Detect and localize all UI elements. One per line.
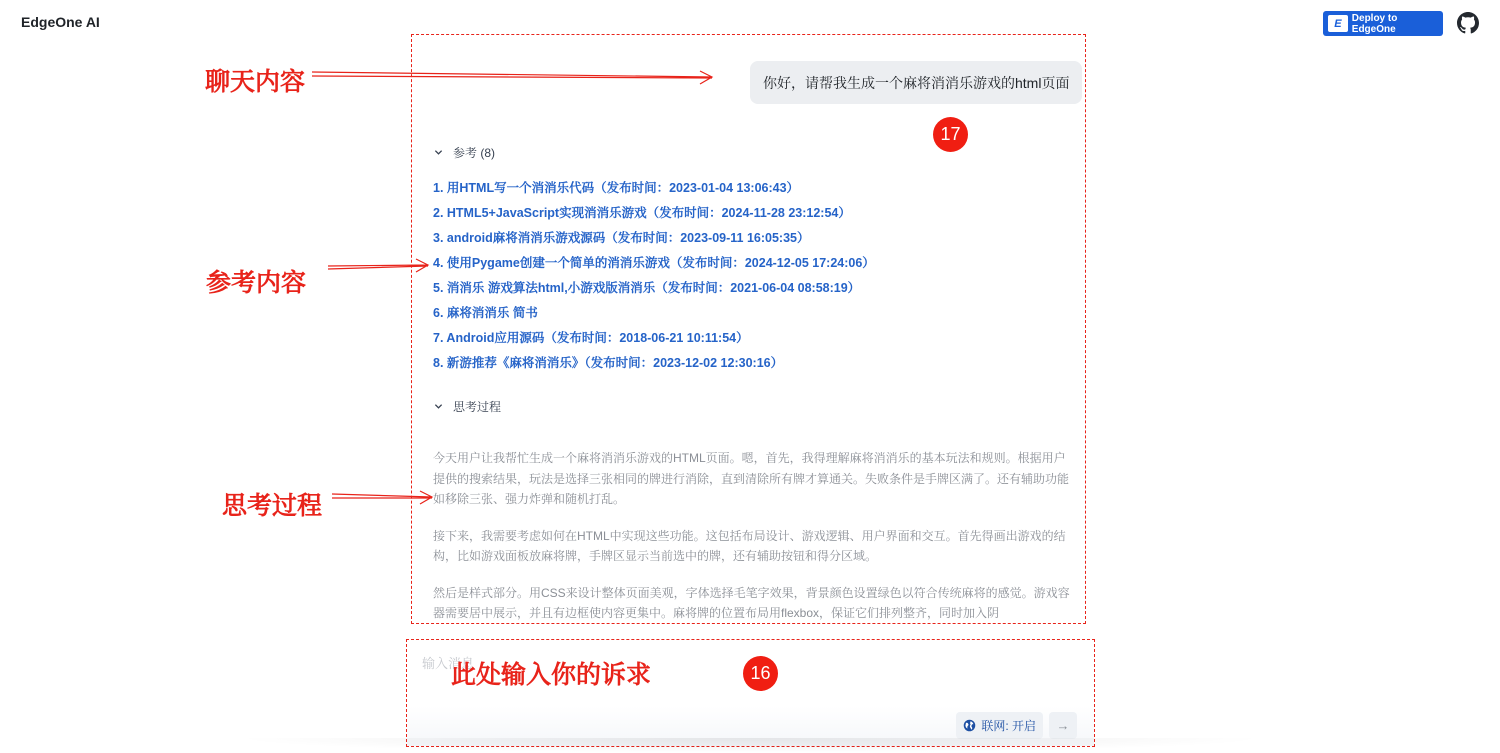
bottom-shadow [230, 738, 1270, 753]
github-icon[interactable] [1457, 12, 1479, 34]
reference-link[interactable]: 6. 麻将消消乐 简书 [433, 306, 538, 320]
chevron-down-icon [434, 402, 443, 411]
send-button[interactable]: → [1049, 712, 1077, 739]
reference-link[interactable]: 7. Android应用源码（发布时间：2018-06-21 10:11:54） [433, 331, 749, 345]
reference-list [433, 179, 875, 379]
thinking-heading: 思考过程 [453, 400, 502, 414]
reference-link[interactable]: 5. 消消乐 游戏算法html,小游戏版消消乐（发布时间：2021-06-04 08:58:19） [433, 281, 861, 295]
chevron-down-icon [434, 148, 443, 157]
step-badge-16: 16 [743, 656, 778, 691]
references-heading: 参考 (8) [453, 146, 496, 160]
annotation-chat-label: 聊天内容 [205, 68, 306, 96]
web-search-label: 联网: 开启 [981, 719, 1036, 733]
thinking-paragraph: 今天用户让我帮忙生成一个麻将消消乐游戏的HTML页面。嗯，首先，我得理解麻将消消乐的基本玩法和规则。根据用户提供的搜索结果，玩法是选择三张相同的牌进行消除，直到清除所有牌才算通关。失败条件是手牌区满了。还有辅助功能如移除三张、强力炸弹和随机打乱。 [433, 451, 1070, 506]
brand-title[interactable]: EdgeOne AI [21, 14, 100, 30]
user-message-bubble: 你好，请帮我生成一个麻将消消乐游戏的html页面 [750, 61, 1082, 104]
reference-link[interactable]: 4. 使用Pygame创建一个简单的消消乐游戏（发布时间：2024-12-05 17:24:06） [433, 256, 875, 270]
reference-link[interactable]: 8. 新游推荐《麻将消消乐》（发布时间：2023-12-02 12:30:16） [433, 356, 784, 370]
annotation-refs-label: 参考内容 [206, 269, 307, 297]
deploy-button-label: Deploy to EdgeOne [1351, 12, 1398, 35]
thinking-content [433, 448, 1073, 624]
reference-link[interactable]: 1. 用HTML写一个消消乐代码（发布时间：2023-01-04 13:06:43） [433, 181, 800, 195]
deploy-to-edgeone-button[interactable] [1323, 11, 1443, 36]
chat-content-area [411, 34, 1086, 624]
thinking-paragraph: 接下来，我需要考虑如何在HTML中实现这些功能。这包括布局设计、游戏逻辑、用户界面和交互。首先得画出游戏的结构，比如游戏面板放麻将牌，手牌区显示当前选中的牌，还有辅助按钮和得分区域。 [433, 528, 1066, 563]
web-search-toggle[interactable] [956, 712, 1043, 739]
reference-link[interactable]: 2. HTML5+JavaScript实现消消乐游戏（发布时间：2024-11-28 23:12:54） [433, 206, 851, 220]
edgeone-logo-icon: E [1328, 15, 1348, 32]
thinking-paragraph: 然后是样式部分。用CSS来设计整体页面美观，字体选择毛笔字效果，背景颜色设置绿色以符合传统麻将的感觉。游戏容器需要居中展示，并且有边框使内容更集中。麻将牌的位置布局用flexbox，保证它们排列整齐，同时加入阴 [433, 585, 1070, 620]
annotation-input-label: 此处输入你的诉求 [451, 661, 652, 689]
reference-link[interactable]: 3. android麻将消消乐游戏源码（发布时间：2023-09-11 16:05:35） [433, 231, 810, 245]
globe-icon [963, 719, 976, 732]
annotation-thinking-label: 思考过程 [222, 492, 323, 520]
references-toggle[interactable] [434, 144, 495, 161]
step-badge-17: 17 [933, 117, 968, 152]
thinking-toggle[interactable] [434, 398, 501, 415]
